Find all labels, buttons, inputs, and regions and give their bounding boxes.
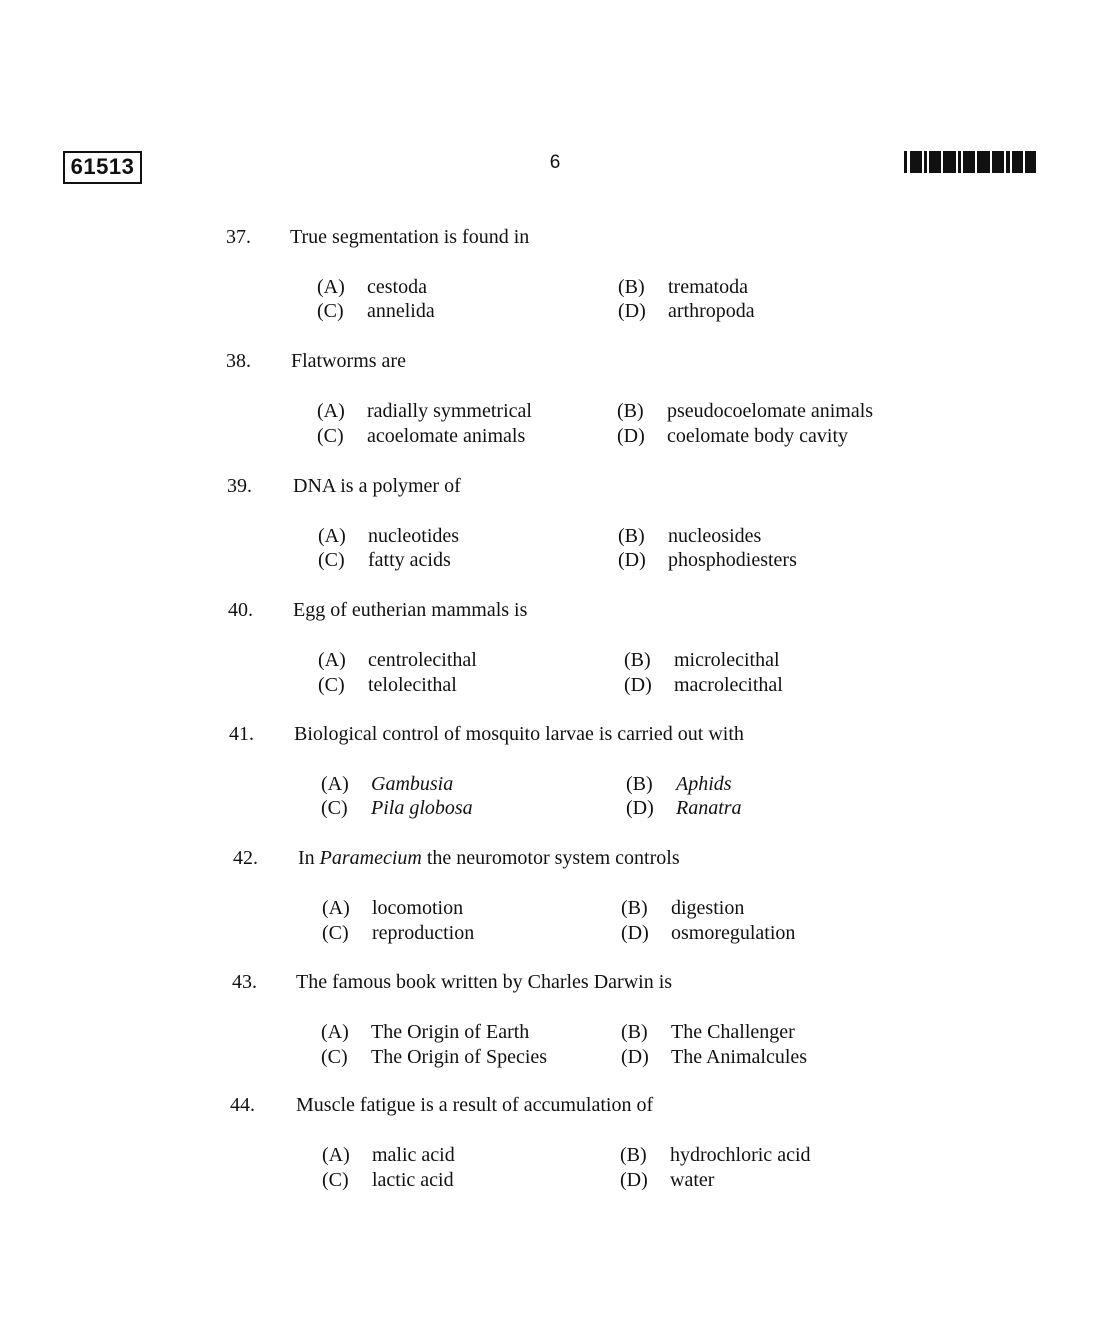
question-stem: True segmentation is found in [290,226,530,248]
option-c: (C) The Origin of Species [321,1046,548,1068]
question-number: 38. [226,350,251,372]
option-b: (B) microlecithal [624,649,780,671]
option-a: (A) malic acid [322,1144,455,1166]
question-stem: Biological control of mosquito larvae is carried out with [294,723,744,745]
question-number: 41. [229,723,254,745]
option-c: (C) Pila globosa [321,797,473,819]
paper-code-box: 61513 [63,151,142,184]
option-a: (A) Gambusia [321,773,454,795]
option-c: (C) fatty acids [318,549,451,571]
question-stem: Flatworms are [291,350,406,372]
question-43 [0,971,1104,1081]
option-d: (D) Ranatra [626,797,742,819]
option-b: (B) The Challenger [621,1021,795,1043]
option-a: (A) cestoda [317,276,427,298]
option-d: (D) macrolecithal [624,674,783,696]
question-number: 40. [228,599,253,621]
question-40 [0,599,1104,709]
option-c: (C) acoelomate animals [317,425,526,447]
question-number: 43. [232,971,257,993]
option-d: (D) coelomate body cavity [617,425,849,447]
option-d: (D) The Animalcules [621,1046,808,1068]
option-a: (A) nucleotides [318,525,460,547]
option-b: (B) nucleosides [618,525,762,547]
question-number: 39. [227,475,252,497]
question-stem: Egg of eutherian mammals is [293,599,528,621]
question-stem: The famous book written by Charles Darwin is [296,971,673,993]
question-44 [0,1094,1104,1204]
option-a: (A) The Origin of Earth [321,1021,530,1043]
question-38 [0,350,1104,460]
option-b: (B) Aphids [626,773,732,795]
option-c: (C) reproduction [322,922,475,944]
option-c: (C) telolecithal [318,674,457,696]
question-42 [0,847,1104,957]
option-a: (A) radially symmetrical [317,400,532,422]
option-b: (B) trematoda [618,276,748,298]
question-37 [0,226,1104,336]
option-b: (B) hydrochloric acid [620,1144,811,1166]
barcode-graphic [904,151,1036,173]
question-stem: DNA is a polymer of [293,475,461,497]
option-d: (D) phosphodiesters [618,549,797,571]
option-c: (C) lactic acid [322,1169,454,1191]
option-d: (D) water [620,1169,715,1191]
option-c: (C) annelida [317,300,435,322]
question-number: 44. [230,1094,255,1116]
option-d: (D) osmoregulation [621,922,796,944]
question-39 [0,475,1104,585]
option-a: (A) locomotion [322,897,464,919]
option-b: (B) digestion [621,897,745,919]
option-b: (B) pseudocoelomate animals [617,400,874,422]
option-d: (D) arthropoda [618,300,755,322]
question-number: 42. [233,847,258,869]
question-41 [0,723,1104,833]
page-number: 6 [549,152,561,173]
question-stem: In Paramecium the neuromotor system controls [298,847,680,869]
option-a: (A) centrolecithal [318,649,477,671]
question-number: 37. [226,226,251,248]
question-stem: Muscle fatigue is a result of accumulation of [296,1094,654,1116]
